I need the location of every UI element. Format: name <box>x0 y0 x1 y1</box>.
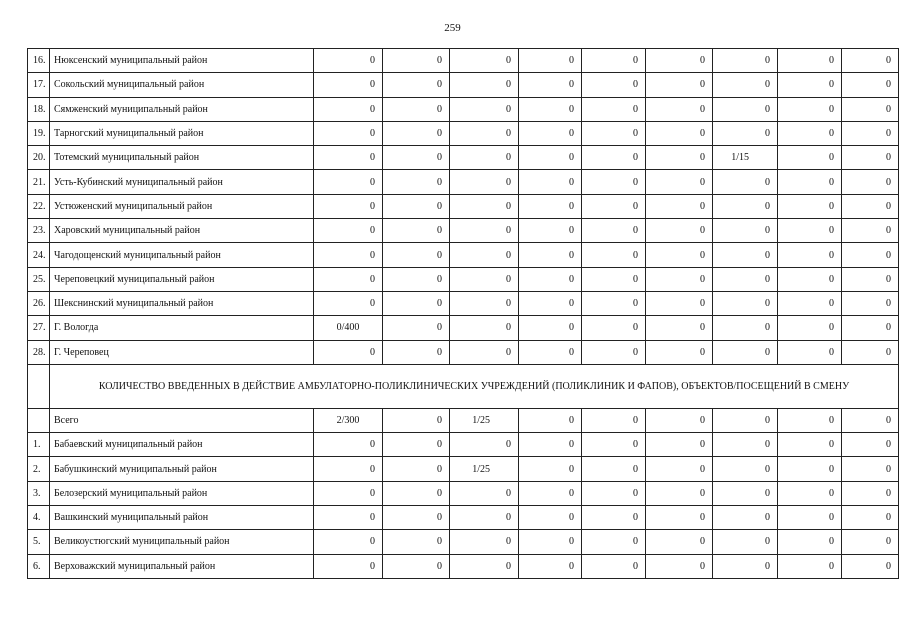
table-row <box>28 506 899 530</box>
row-number: 6. <box>28 554 50 578</box>
value-cell: 0 <box>713 433 778 457</box>
district-name: Верховажский муниципальный район <box>50 554 314 578</box>
district-name: Чагодощенский муниципальный район <box>50 243 314 267</box>
value-cell: 0 <box>519 457 582 481</box>
district-name: Всего <box>50 408 314 432</box>
row-number: 2. <box>28 457 50 481</box>
value-cell: 0 <box>519 340 582 364</box>
value-cell: 1/25 <box>450 408 519 432</box>
value-cell: 0 <box>450 433 519 457</box>
value-cell: 0 <box>383 267 450 291</box>
value-cell: 0 <box>450 267 519 291</box>
value-cell: 0 <box>646 530 713 554</box>
value-cell: 0 <box>842 530 899 554</box>
section-heading-num-cell <box>28 364 50 408</box>
table-row <box>28 170 899 194</box>
value-cell: 0 <box>842 433 899 457</box>
section-heading-row <box>28 364 899 408</box>
value-cell: 0 <box>314 219 383 243</box>
value-cell: 0 <box>646 170 713 194</box>
value-cell: 0 <box>383 316 450 340</box>
value-cell: 0 <box>646 506 713 530</box>
value-cell: 0 <box>713 530 778 554</box>
district-name: Г. Вологда <box>50 316 314 340</box>
table-row <box>28 530 899 554</box>
value-cell: 0 <box>778 554 842 578</box>
value-cell: 0 <box>713 316 778 340</box>
value-cell: 0 <box>519 267 582 291</box>
value-cell: 0 <box>450 340 519 364</box>
value-cell: 0 <box>383 291 450 315</box>
table-row <box>28 49 899 73</box>
value-cell: 0 <box>778 433 842 457</box>
value-cell: 0 <box>314 433 383 457</box>
value-cell: 0 <box>519 97 582 121</box>
value-cell: 0 <box>778 170 842 194</box>
value-cell: 0 <box>314 146 383 170</box>
table-row <box>28 121 899 145</box>
district-name: Белозерский муниципальный район <box>50 481 314 505</box>
value-cell: 0 <box>383 121 450 145</box>
value-cell: 0 <box>778 506 842 530</box>
district-name: Вашкинский муниципальный район <box>50 506 314 530</box>
table-row <box>28 316 899 340</box>
value-cell: 0 <box>450 194 519 218</box>
value-cell: 0 <box>778 243 842 267</box>
value-cell: 0 <box>646 146 713 170</box>
value-cell: 0 <box>519 530 582 554</box>
table-row <box>28 146 899 170</box>
value-cell: 0 <box>582 291 646 315</box>
section-heading: КОЛИЧЕСТВО ВВЕДЕННЫХ В ДЕЙСТВИЕ АМБУЛАТОРНО-ПОЛИКЛИНИЧЕСКИХ УЧРЕЖДЕНИЙ (ПОЛИКЛИНИК И ФАПОВ), ОБЪЕКТОВ/ПОСЕЩЕНИЙ В СМЕНУ <box>50 364 899 408</box>
value-cell: 0 <box>314 267 383 291</box>
value-cell: 0 <box>383 530 450 554</box>
value-cell: 0 <box>582 433 646 457</box>
value-cell: 0 <box>778 340 842 364</box>
table-row <box>28 554 899 578</box>
value-cell: 0 <box>450 73 519 97</box>
value-cell: 0 <box>314 481 383 505</box>
value-cell: 0 <box>646 316 713 340</box>
section-heading-group <box>28 364 899 408</box>
table-row <box>28 243 899 267</box>
row-number: 3. <box>28 481 50 505</box>
value-cell: 0 <box>450 243 519 267</box>
value-cell: 0 <box>713 170 778 194</box>
value-cell: 0 <box>519 481 582 505</box>
value-cell: 0 <box>314 291 383 315</box>
value-cell: 0 <box>582 170 646 194</box>
value-cell: 0 <box>450 530 519 554</box>
value-cell: 0 <box>778 219 842 243</box>
value-cell: 0 <box>383 97 450 121</box>
value-cell: 0 <box>842 408 899 432</box>
value-cell: 0 <box>383 481 450 505</box>
value-cell: 0 <box>450 316 519 340</box>
value-cell: 0 <box>646 457 713 481</box>
value-cell: 0 <box>519 316 582 340</box>
value-cell: 0 <box>383 170 450 194</box>
value-cell: 2/300 <box>314 408 383 432</box>
value-cell: 0 <box>450 291 519 315</box>
value-cell: 0 <box>713 408 778 432</box>
table-body-top <box>28 49 899 365</box>
value-cell: 0 <box>646 408 713 432</box>
value-cell: 0 <box>713 481 778 505</box>
value-cell: 0 <box>582 408 646 432</box>
value-cell: 0 <box>842 219 899 243</box>
value-cell: 0 <box>646 219 713 243</box>
value-cell: 0 <box>450 506 519 530</box>
table-body-bottom <box>28 408 899 578</box>
value-cell: 0 <box>582 506 646 530</box>
value-cell: 0 <box>842 146 899 170</box>
value-cell: 0 <box>582 146 646 170</box>
row-number: 19. <box>28 121 50 145</box>
value-cell: 0 <box>842 170 899 194</box>
table-row <box>28 408 899 432</box>
value-cell: 0 <box>778 146 842 170</box>
value-cell: 0 <box>519 121 582 145</box>
value-cell: 0 <box>450 219 519 243</box>
value-cell: 0 <box>778 316 842 340</box>
value-cell: 0 <box>450 146 519 170</box>
row-number: 5. <box>28 530 50 554</box>
value-cell: 0 <box>778 408 842 432</box>
value-cell: 0 <box>842 340 899 364</box>
value-cell: 0 <box>778 267 842 291</box>
value-cell: 0 <box>713 267 778 291</box>
value-cell: 0 <box>778 97 842 121</box>
value-cell: 0 <box>778 73 842 97</box>
value-cell: 0 <box>646 433 713 457</box>
value-cell: 0 <box>582 121 646 145</box>
value-cell: 0 <box>519 146 582 170</box>
value-cell: 0 <box>519 170 582 194</box>
district-name: Сокольский муниципальный район <box>50 73 314 97</box>
value-cell: 0 <box>450 121 519 145</box>
value-cell: 0 <box>842 457 899 481</box>
row-number: 26. <box>28 291 50 315</box>
value-cell: 0 <box>646 291 713 315</box>
value-cell: 0 <box>842 267 899 291</box>
table-row <box>28 97 899 121</box>
table-row <box>28 340 899 364</box>
value-cell: 0 <box>314 506 383 530</box>
value-cell: 0 <box>842 194 899 218</box>
value-cell: 0 <box>778 457 842 481</box>
value-cell: 0 <box>842 49 899 73</box>
district-name: Сямженский муниципальный район <box>50 97 314 121</box>
value-cell: 0 <box>842 291 899 315</box>
value-cell: 0 <box>383 194 450 218</box>
value-cell: 0 <box>519 219 582 243</box>
value-cell: 0 <box>582 49 646 73</box>
value-cell: 0 <box>314 530 383 554</box>
row-number: 17. <box>28 73 50 97</box>
value-cell: 0 <box>778 121 842 145</box>
value-cell: 0 <box>383 49 450 73</box>
value-cell: 0 <box>582 481 646 505</box>
value-cell: 0 <box>519 554 582 578</box>
value-cell: 0 <box>778 49 842 73</box>
district-name: Великоустюгский муниципальный район <box>50 530 314 554</box>
value-cell: 0 <box>383 243 450 267</box>
table-row <box>28 194 899 218</box>
value-cell: 0 <box>582 554 646 578</box>
value-cell: 0 <box>778 194 842 218</box>
value-cell: 0 <box>519 433 582 457</box>
table-row <box>28 457 899 481</box>
district-name: Тотемский муниципальный район <box>50 146 314 170</box>
value-cell: 0 <box>646 73 713 97</box>
value-cell: 0 <box>314 194 383 218</box>
value-cell: 0 <box>450 97 519 121</box>
row-number: 28. <box>28 340 50 364</box>
value-cell: 0 <box>646 243 713 267</box>
value-cell: 0 <box>842 243 899 267</box>
value-cell: 0 <box>582 97 646 121</box>
value-cell: 0 <box>842 73 899 97</box>
value-cell: 0 <box>450 170 519 194</box>
value-cell: 0 <box>450 554 519 578</box>
value-cell: 1/25 <box>450 457 519 481</box>
value-cell: 0 <box>582 316 646 340</box>
value-cell: 0 <box>842 481 899 505</box>
value-cell: 0 <box>713 194 778 218</box>
value-cell: 0 <box>383 554 450 578</box>
value-cell: 0 <box>314 170 383 194</box>
row-number: 22. <box>28 194 50 218</box>
value-cell: 0 <box>314 340 383 364</box>
value-cell: 0 <box>519 408 582 432</box>
district-name: Устюженский муниципальный район <box>50 194 314 218</box>
table-row <box>28 481 899 505</box>
row-number: 24. <box>28 243 50 267</box>
value-cell: 0 <box>582 340 646 364</box>
table-row <box>28 291 899 315</box>
row-number: 25. <box>28 267 50 291</box>
value-cell: 0 <box>582 219 646 243</box>
value-cell: 0 <box>314 554 383 578</box>
value-cell: 1/15 <box>713 146 778 170</box>
value-cell: 0 <box>383 219 450 243</box>
value-cell: 0 <box>450 481 519 505</box>
row-number: 16. <box>28 49 50 73</box>
table-row <box>28 219 899 243</box>
row-number: 1. <box>28 433 50 457</box>
value-cell: 0 <box>713 506 778 530</box>
value-cell: 0 <box>713 291 778 315</box>
value-cell: 0 <box>646 121 713 145</box>
value-cell: 0 <box>314 121 383 145</box>
value-cell: 0 <box>582 194 646 218</box>
value-cell: 0 <box>383 340 450 364</box>
district-name: Бабушкинский муниципальный район <box>50 457 314 481</box>
value-cell: 0 <box>383 433 450 457</box>
row-number <box>28 408 50 432</box>
row-number: 23. <box>28 219 50 243</box>
value-cell: 0 <box>314 73 383 97</box>
value-cell: 0 <box>383 506 450 530</box>
value-cell: 0 <box>842 316 899 340</box>
value-cell: 0 <box>314 97 383 121</box>
value-cell: 0 <box>713 243 778 267</box>
value-cell: 0 <box>582 243 646 267</box>
district-name: Бабаевский муниципальный район <box>50 433 314 457</box>
value-cell: 0 <box>713 219 778 243</box>
value-cell: 0 <box>519 506 582 530</box>
district-name: Череповецкий муниципальный район <box>50 267 314 291</box>
district-name: Усть-Кубинский муниципальный район <box>50 170 314 194</box>
value-cell: 0 <box>842 97 899 121</box>
value-cell: 0 <box>778 530 842 554</box>
district-name: Нюксенский муниципальный район <box>50 49 314 73</box>
table-row <box>28 267 899 291</box>
value-cell: 0 <box>646 97 713 121</box>
value-cell: 0 <box>383 408 450 432</box>
value-cell: 0 <box>842 121 899 145</box>
value-cell: 0 <box>519 49 582 73</box>
value-cell: 0 <box>778 481 842 505</box>
value-cell: 0 <box>383 73 450 97</box>
district-name: Тарногский муниципальный район <box>50 121 314 145</box>
row-number: 21. <box>28 170 50 194</box>
value-cell: 0 <box>582 457 646 481</box>
row-number: 20. <box>28 146 50 170</box>
value-cell: 0 <box>713 73 778 97</box>
value-cell: 0 <box>314 457 383 481</box>
row-number: 18. <box>28 97 50 121</box>
row-number: 27. <box>28 316 50 340</box>
page-number: 259 <box>444 22 461 34</box>
value-cell: 0 <box>582 73 646 97</box>
value-cell: 0 <box>646 340 713 364</box>
value-cell: 0 <box>713 121 778 145</box>
value-cell: 0 <box>713 457 778 481</box>
value-cell: 0 <box>314 49 383 73</box>
value-cell: 0 <box>713 49 778 73</box>
value-cell: 0 <box>314 243 383 267</box>
value-cell: 0 <box>842 506 899 530</box>
value-cell: 0 <box>519 243 582 267</box>
value-cell: 0/400 <box>314 316 383 340</box>
value-cell: 0 <box>519 73 582 97</box>
value-cell: 0 <box>713 340 778 364</box>
value-cell: 0 <box>646 554 713 578</box>
value-cell: 0 <box>582 267 646 291</box>
value-cell: 0 <box>450 49 519 73</box>
district-name: Харовский муниципальный район <box>50 219 314 243</box>
value-cell: 0 <box>582 530 646 554</box>
district-name: Г. Череповец <box>50 340 314 364</box>
value-cell: 0 <box>778 291 842 315</box>
value-cell: 0 <box>646 481 713 505</box>
row-number: 4. <box>28 506 50 530</box>
value-cell: 0 <box>519 291 582 315</box>
value-cell: 0 <box>713 97 778 121</box>
value-cell: 0 <box>646 49 713 73</box>
value-cell: 0 <box>646 267 713 291</box>
value-cell: 0 <box>713 554 778 578</box>
district-name: Шекснинский муниципальный район <box>50 291 314 315</box>
value-cell: 0 <box>842 554 899 578</box>
value-cell: 0 <box>383 146 450 170</box>
value-cell: 0 <box>383 457 450 481</box>
table-row <box>28 433 899 457</box>
value-cell: 0 <box>519 194 582 218</box>
table-row <box>28 73 899 97</box>
data-table <box>27 48 899 579</box>
value-cell: 0 <box>646 194 713 218</box>
